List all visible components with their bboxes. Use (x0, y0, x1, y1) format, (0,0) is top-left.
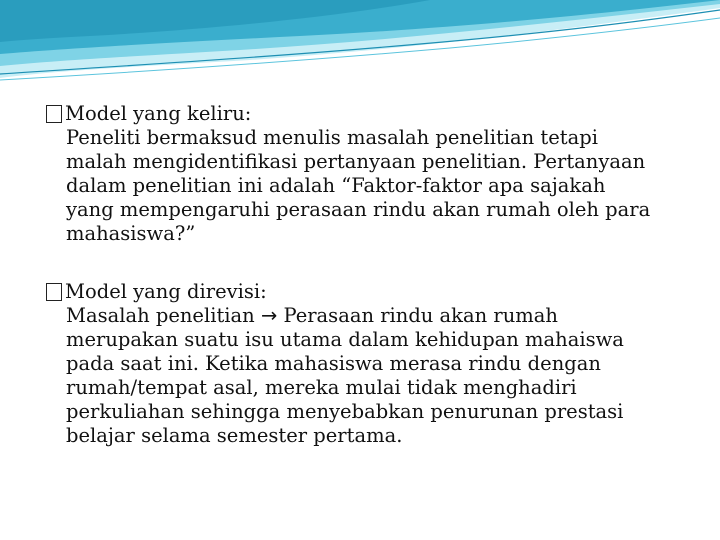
body-prefix: Masalah penelitian (66, 304, 261, 327)
section-wrong-model (46, 102, 696, 246)
missing-glyph-icon (46, 283, 62, 301)
section-heading: Model yang keliru: (65, 102, 252, 125)
missing-glyph-icon (46, 105, 62, 123)
section-revised-model (46, 280, 696, 448)
section-heading: Model yang direvisi: (65, 280, 267, 303)
section-body (66, 304, 696, 448)
slide-content (46, 102, 696, 482)
section-body: Peneliti bermaksud menulis masalah penelitian tetapi malah mengidentifikasi pertanyaan penelitian. Pertanyaan dalam penelitian ini adalah “Faktor-faktor apa sajakah yang mempengaruhi perasaan rindu akan rumah oleh para mahasiswa?” (66, 126, 651, 245)
arrow-right-icon: → (260, 304, 278, 327)
header-wave-decoration (0, 0, 720, 90)
body-rest: Perasaan rindu akan rumah merupakan suatu isu utama dalam kehidupan mahaiswa pada saat ini. Ketika mahasiswa merasa rindu dengan rumah/tempat asal, mereka mulai tidak menghadiri perkuliahan sehingga menyebabkan penurunan prestasi belajar selama semester pertama. (66, 304, 624, 447)
